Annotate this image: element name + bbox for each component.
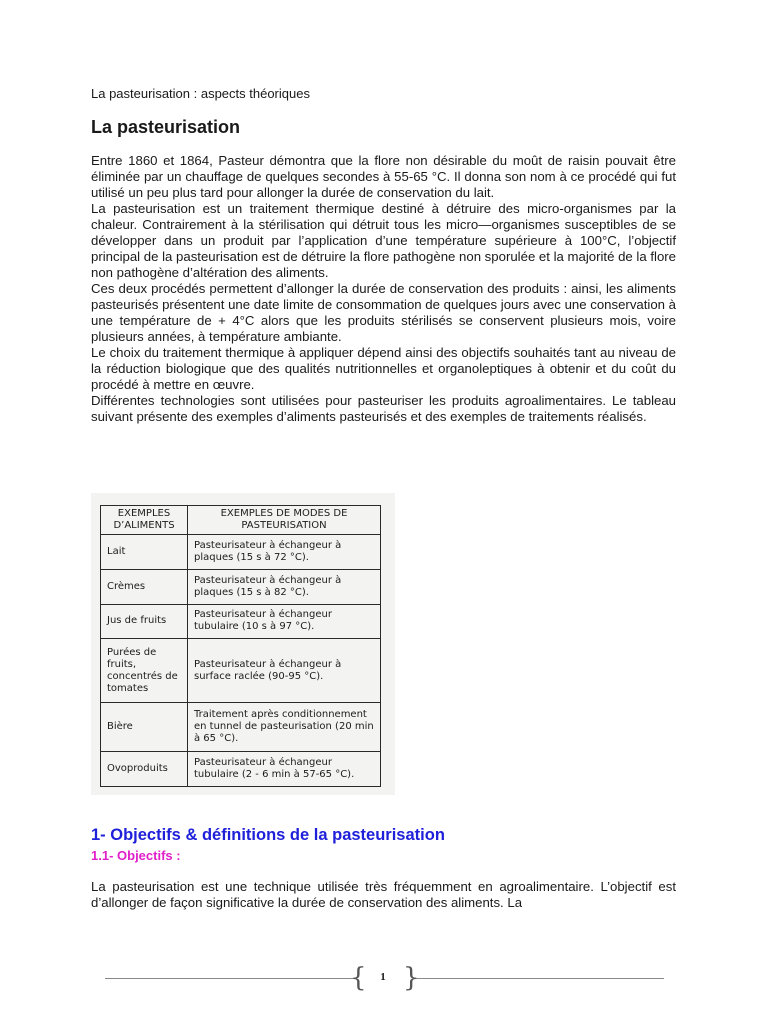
- paragraph: Entre 1860 et 1864, Pasteur démontra que la flore non désirable du moût de raisin pouvait être éliminée par un chauffage de quelques secondes à 55-65 °C. Il donna son nom à ce procédé qui fut utilisé un peu plus tard pour allonger la durée de conservation du lait.: [91, 153, 676, 200]
- table-row: [101, 535, 381, 570]
- left-brace-icon: {: [350, 963, 367, 993]
- footer-divider-right: [414, 978, 664, 979]
- running-header: La pasteurisation : aspects théoriques: [91, 86, 310, 101]
- aliment-cell: Ovoproduits: [101, 752, 188, 787]
- mode-cell: Pasteurisateur à échangeur tubulaire (10 s à 97 °C).: [188, 604, 381, 639]
- aliment-cell: Jus de fruits: [101, 604, 188, 639]
- right-brace-icon: }: [403, 963, 420, 993]
- table-row: [101, 604, 381, 639]
- paragraph: La pasteurisation est un traitement thermique destiné à détruire des micro-organismes par la chaleur. Contrairement à la stérilisation qui détruit tous les micro—organismes susceptibles de se développer dans un produit par l’application d’une température supérieure à 100°C, l’objectif principal de la pasteurisation est de détruire la flore pathogène non sporulée et la majorité de la flore non pathogène d’altération des aliments.: [91, 201, 677, 280]
- mode-cell: Pasteurisateur à échangeur à surface raclée (90-95 °C).: [188, 639, 381, 703]
- table-header-row: [101, 506, 381, 535]
- footer-divider-left: [105, 978, 355, 979]
- table-row: [101, 752, 381, 787]
- mode-cell: Traitement après conditionnement en tunnel de pasteurisation (20 min à 65 °C).: [188, 702, 381, 751]
- paragraph: Ces deux procédés permettent d’allonger la durée de conservation des produits : ainsi, les aliments pasteurisés présentent une date limite de consommation de quelques jours avec une conservation à une température de + 4°C alors que les produits stérilisés se conservent plusieurs mois, voire plusieurs années, à température ambiante.: [91, 281, 677, 344]
- section-title: 1- Objectifs & définitions de la pasteurisation: [91, 826, 445, 844]
- subsection-title: 1.1- Objectifs :: [91, 848, 181, 863]
- document-title: La pasteurisation: [91, 117, 241, 137]
- mode-cell: Pasteurisateur à échangeur à plaques (15 s à 72 °C).: [188, 535, 381, 570]
- column-header-modes: EXEMPLES DE MODES DE PASTEURISATION: [188, 506, 381, 535]
- aliment-cell: Purées de fruits, concentrés de tomates: [101, 639, 188, 703]
- column-header-aliments: EXEMPLES D’ALIMENTS: [101, 506, 188, 535]
- pasteurisation-table-image: [91, 493, 395, 795]
- table-row: [101, 639, 381, 703]
- intro-text: [91, 153, 676, 425]
- pasteurisation-table: [100, 505, 381, 787]
- table-row: [101, 702, 381, 751]
- mode-cell: Pasteurisateur à échangeur à plaques (15 s à 82 °C).: [188, 569, 381, 604]
- aliment-cell: Lait: [101, 535, 188, 570]
- aliment-cell: Crèmes: [101, 569, 188, 604]
- aliment-cell: Bière: [101, 702, 188, 751]
- page-number: 1: [380, 971, 386, 983]
- paragraph: Différentes technologies sont utilisées pour pasteuriser les produits agroalimentaires. Le tableau suivant présente des exemples d’aliments pasteurisés et des exemples de traitements réalisés.: [91, 393, 676, 424]
- paragraph: Le choix du traitement thermique à appliquer dépend ainsi des objectifs souhaités tant au niveau de la réduction biologique que des qualités nutritionnelles et organoleptiques à obtenir et du coût du procédé à mettre en œuvre.: [91, 345, 676, 392]
- table-row: [101, 569, 381, 604]
- mode-cell: Pasteurisateur à échangeur tubulaire (2 - 6 min à 57-65 °C).: [188, 752, 381, 787]
- section-paragraph: La pasteurisation est une technique utilisée très fréquemment en agroalimentaire. L’objectif est d’allonger de façon significative la durée de conservation des aliments. La: [91, 879, 676, 910]
